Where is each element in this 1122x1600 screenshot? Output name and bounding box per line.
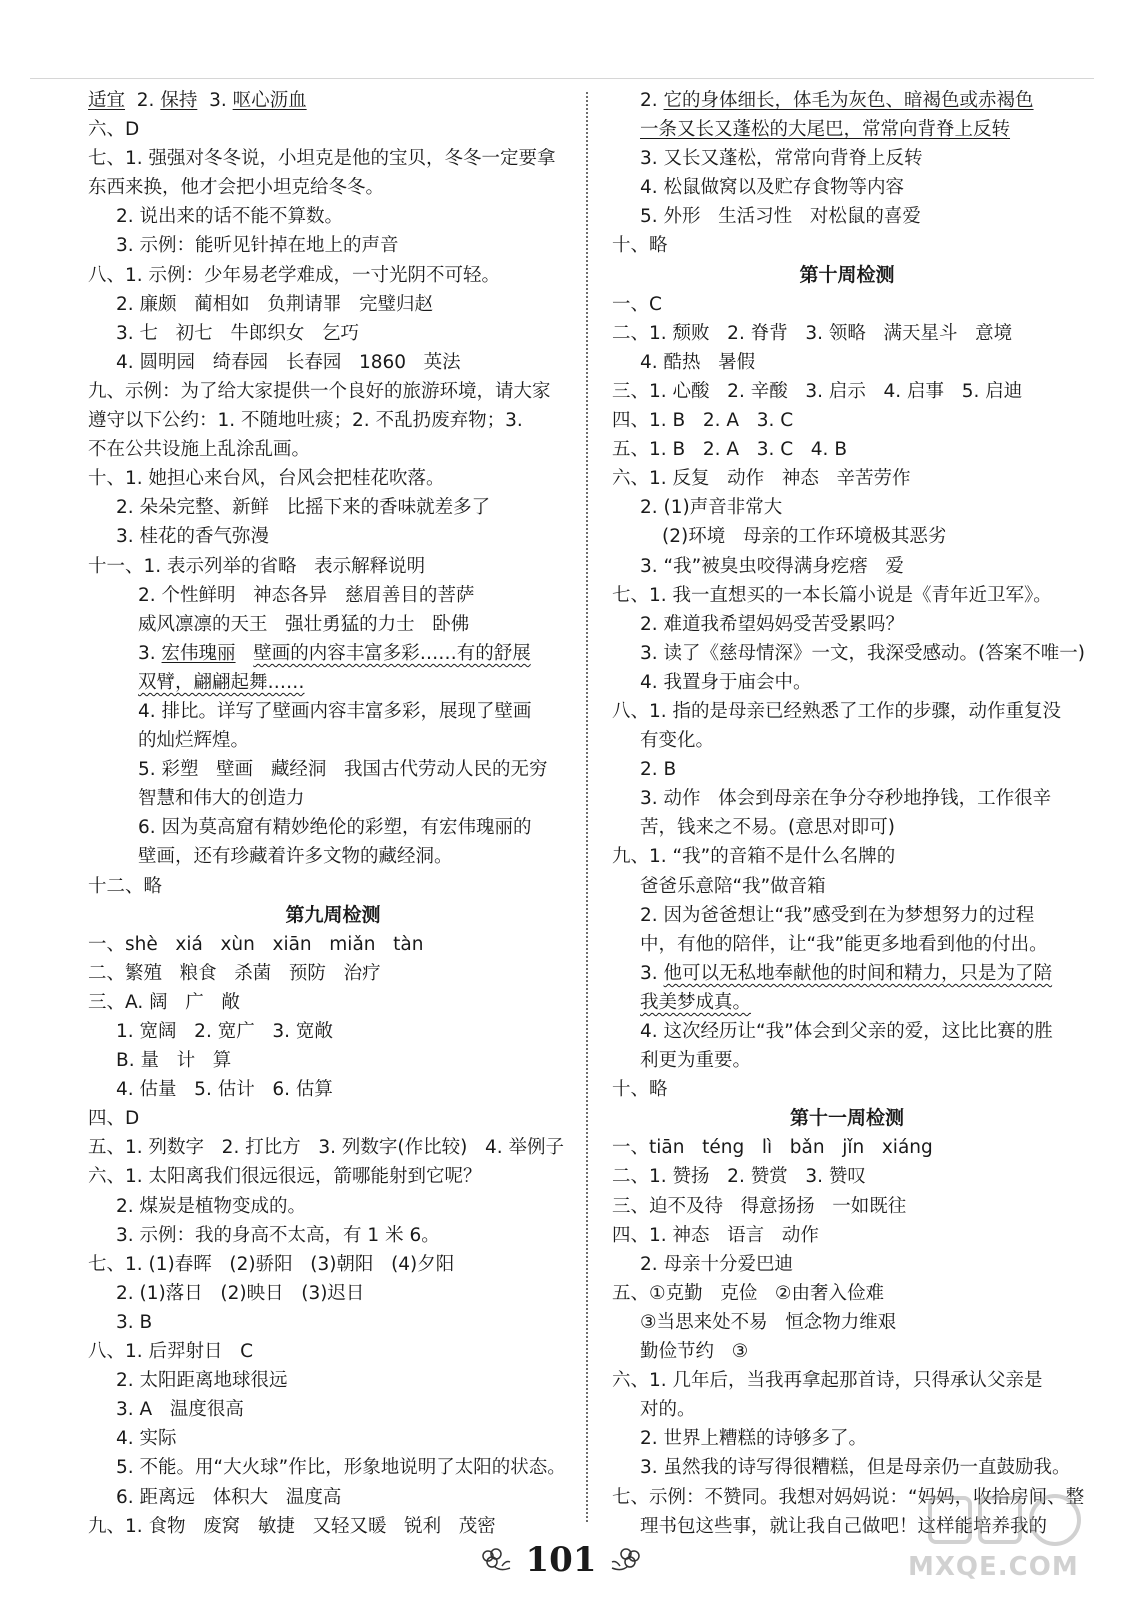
page-number: 101 [525,1540,597,1580]
answer-line: 六、D [88,119,140,141]
answer-segment: 双臂，翩翩起舞…… [138,671,305,693]
answer-line: 3. 示例：我的身高不太高，有 1 米 6。 [116,1224,440,1246]
answer-line: 五、①克勤 克俭 ②由奢入俭难 [612,1282,884,1304]
flower-ornament-icon [610,1546,644,1574]
answer-segment: 2. [125,90,161,111]
answer-line: 1. 宽阔 2. 宽广 3. 宽敞 [116,1021,333,1042]
answer-line: 四、D [88,1108,140,1130]
answer-line: 4. 圆明园 绮春园 长春园 1860 英法 [116,351,461,373]
answer-line: 4. 松鼠做窝以及贮存食物等内容 [640,177,905,199]
section-title: 第九周检测 [285,903,381,926]
answer-line: 智慧和伟大的创造力 [138,788,305,810]
answer-line: 二、繁殖 粮食 杀菌 预防 治疗 [88,962,381,984]
answer-line: 十一、1. 表示列举的省略 表示解释说明 [88,555,426,577]
answer-line: 6. 因为莫高窟有精妙绝伦的彩塑，有宏伟瑰丽的 [138,817,532,839]
answer-line [612,115,1082,144]
answer-segment: 我美梦成真。 [640,991,752,1013]
right-answer-column [612,86,1085,1541]
answer-line: 6. 距离远 体积大 温度高 [116,1486,342,1508]
answer-line: 2. 朵朵完整、新鲜 比摇下来的香味就差多了 [116,497,491,519]
answer-line: 七、1. 强强对冬冬说，小坦克是他的宝贝，冬冬一定要拿 [88,148,556,170]
left-answer-column [88,86,578,1541]
answer-line: 利更为重要。 [640,1050,752,1072]
answer-line: 三、A. 阔 广 敞 [88,991,240,1013]
answer-segment: 3. [138,642,162,664]
answer-line: B. 量 计 算 [116,1050,232,1072]
answer-line: 的灿烂辉煌。 [138,730,250,752]
answer-line: 二、1. 颓败 2. 脊背 3. 领略 满天星斗 意境 [612,322,1013,344]
answer-line: 4. 我置身于庙会中。 [640,671,812,693]
answer-segment: 3. [197,90,233,111]
answer-line: 3. 动作 体会到母亲在争分夺秒地挣钱，工作很辛 [640,788,1052,810]
answer-line: 一、C [612,293,662,315]
answer-line: 壁画，还有珍藏着许多文物的藏经洞。 [138,846,453,868]
answer-line: 威风凛凛的天王 强壮勇猛的力士 卧佛 [138,613,470,635]
answer-line: 四、1. B 2. A 3. C [612,410,794,432]
answer-line: 十、略 [612,1079,668,1101]
answer-line: 理书包这些事，就让我自己做吧！这样能培养我的 [640,1515,1048,1537]
answer-line: 4. 估量 5. 估计 6. 估算 [116,1079,333,1101]
answer-line: 六、1. 太阳离我们很远很远，箭哪能射到它呢？ [88,1166,482,1188]
answer-line: 十、略 [612,235,668,257]
answer-line [612,959,1082,988]
answer-line: 4. 实际 [116,1428,177,1450]
answer-line: 5. 外形 生活习性 对松鼠的喜爱 [640,206,921,228]
answer-segment: 壁画的内容丰富多彩……有的舒展 [253,642,531,664]
answer-line: 东西来换，他才会把小坦克给冬冬。 [88,177,385,199]
answer-line: 3. A 温度很高 [116,1399,244,1421]
answer-line: 苦，钱来之不易。(意思对即可) [640,817,895,839]
answer-line: 3. 又长又蓬松，常常向背脊上反转 [640,148,923,170]
answer-segment: 一条又长又蓬松的大尾巴，常常向背脊上反转 [640,119,1011,141]
watermark-text: MXQE.COM [908,1552,1079,1582]
answer-line: 遵守以下公约：1. 不随地吐痰；2. 不乱扔废弃物；3. [88,410,523,432]
answer-segment: 3. [640,962,664,984]
top-rule [30,78,1094,79]
answer-line: 三、迫不及待 得意扬扬 一如既往 [612,1195,907,1217]
answer-line: 六、1. 反复 动作 神态 辛苦劳作 [612,468,911,490]
answer-line: 不在公共设施上乱涂乱画。 [88,439,311,461]
answer-line: 一、tiān téng lì bǎn jǐn xiáng [612,1137,933,1159]
answer-line: 六、1. 几年后，当我再拿起那首诗，只得承认父亲是 [612,1370,1043,1392]
answer-line: 五、1. B 2. A 3. C 4. B [612,439,848,461]
answer-line: 八、1. 后羿射日 C [88,1341,254,1363]
section-title: 第十一周检测 [789,1107,904,1130]
answer-line: 3. 桂花的香气弥漫 [116,526,270,548]
answer-line: 5. 不能。用“大火球”作比，形象地说明了太阳的状态。 [116,1457,566,1479]
answer-line [612,988,1082,1017]
answer-line: 3. B [116,1311,153,1333]
answer-line: 九、1. 食物 废窝 敏捷 又轻又暖 锐利 茂密 [88,1515,496,1537]
answer-line: 七、1. 我一直想买的一本长篇小说是《青年近卫军》。 [612,584,1052,606]
answer-line: 3. 示例：能听见针掉在地上的声音 [116,235,399,257]
answer-line: 九、1. “我”的音箱不是什么名牌的 [612,846,896,868]
answer-line [88,639,578,668]
answer-line: 七、1. (1)春晖 (2)骄阳 (3)朝阳 (4)夕阳 [88,1253,455,1275]
answer-line: ③当思来处不易 恒念物力维艰 [640,1311,897,1333]
answer-line: 二、1. 赞扬 2. 赞赏 3. 赞叹 [612,1166,866,1188]
answer-segment: 他可以无私地奉献他的时间和精力，只是为了陪 [663,962,1053,984]
answer-line: 3. 七 初七 牛郎织女 乞巧 [116,322,359,344]
answer-line: 2. (1)落日 (2)映日 (3)迟日 [116,1282,365,1304]
answer-line: 2. 世界上糟糕的诗够多了。 [640,1428,868,1450]
answer-segment [236,643,254,664]
watermark-logo [900,1490,1100,1590]
answer-line: 2. 因为爸爸想让“我”感受到在为梦想努力的过程 [640,904,1035,926]
answer-line: 2. 说出来的话不能不算数。 [116,206,344,228]
answer-line: 3. 读了《慈母情深》一文，我深受感动。(答案不唯一) [640,642,1085,664]
answer-line: 勤俭节约 ③ [640,1341,749,1363]
answer-segment: 呕心沥血 [232,90,307,111]
answer-line: 2. 难道我希望妈妈受苦受累吗？ [640,613,905,635]
answer-line [88,86,578,115]
answer-line: 爸爸乐意陪“我”做音箱 [640,875,826,897]
answer-line: 八、1. 指的是母亲已经熟悉了工作的步骤，动作重复没 [612,700,1062,722]
answer-segment: 宏伟瑰丽 [161,642,236,664]
section-title: 第十周检测 [799,263,895,286]
flower-ornament-icon [478,1546,512,1574]
answer-line: 九、示例：为了给大家提供一个良好的旅游环境，请大家 [88,380,551,402]
answer-line: 四、1. 神态 语言 动作 [612,1224,819,1246]
answer-line: 十、1. 她担心来台风，台风会把桂花吹落。 [88,468,445,490]
answer-line: 2. B [640,759,677,781]
answer-line: 十二、略 [88,875,163,897]
answer-line: 3. “我”被臭虫咬得满身疙瘩 爱 [640,555,904,577]
answer-line [88,668,578,697]
answer-line: 4. 酷热 暑假 [640,351,756,373]
answer-line: 4. 排比。详写了壁画内容丰富多彩，展现了壁画 [138,700,532,722]
answer-line: 3. 虽然我的诗写得很糟糕，但是母亲仍一直鼓励我。 [640,1457,1071,1479]
answer-line: 七、示例：不赞同。我想对妈妈说：“妈妈，收拾房间、整 [612,1486,1085,1508]
answer-segment: 2. [640,90,664,111]
answer-line: 2. 煤炭是植物变成的。 [116,1195,307,1217]
column-divider [586,92,588,1522]
answer-line: 2. 母亲十分爱巴迪 [640,1253,794,1275]
answer-line: 对的。 [640,1399,696,1421]
answer-segment: 保持 [160,90,198,111]
answer-line: 4. 这次经历让“我”体会到父亲的爱，这比比赛的胜 [640,1021,1053,1042]
answer-segment: 适宜 [88,90,126,111]
answer-segment: 它的身体细长，体毛为灰色、暗褐色或赤褐色 [663,90,1034,111]
answer-line: (2)环境 母亲的工作环境极其恶劣 [662,526,947,548]
answer-line: 三、1. 心酸 2. 辛酸 3. 启示 4. 启事 5. 启迪 [612,380,1023,402]
answer-line [612,86,1082,115]
answer-line: 2. 太阳距离地球很远 [116,1370,288,1392]
answer-line: 中，有他的陪伴，让“我”能更多地看到他的付出。 [640,933,1048,955]
answer-line: 有变化。 [640,730,715,752]
answer-line: 5. 彩塑 壁画 藏经洞 我国古代劳动人民的无穷 [138,759,548,781]
answer-line: 一、shè xiá xùn xiān miǎn tàn [88,933,424,955]
answer-line: 2. 廉颇 蔺相如 负荆请罪 完璧归赵 [116,293,433,315]
answer-line: 八、1. 示例：少年易老学难成，一寸光阴不可轻。 [88,264,501,286]
answer-line: 2. (1)声音非常大 [640,497,783,519]
answer-line: 2. 个性鲜明 神态各异 慈眉善目的菩萨 [138,584,475,606]
answer-line: 五、1. 列数字 2. 打比方 3. 列数字(作比较) 4. 举例子 [88,1137,564,1159]
